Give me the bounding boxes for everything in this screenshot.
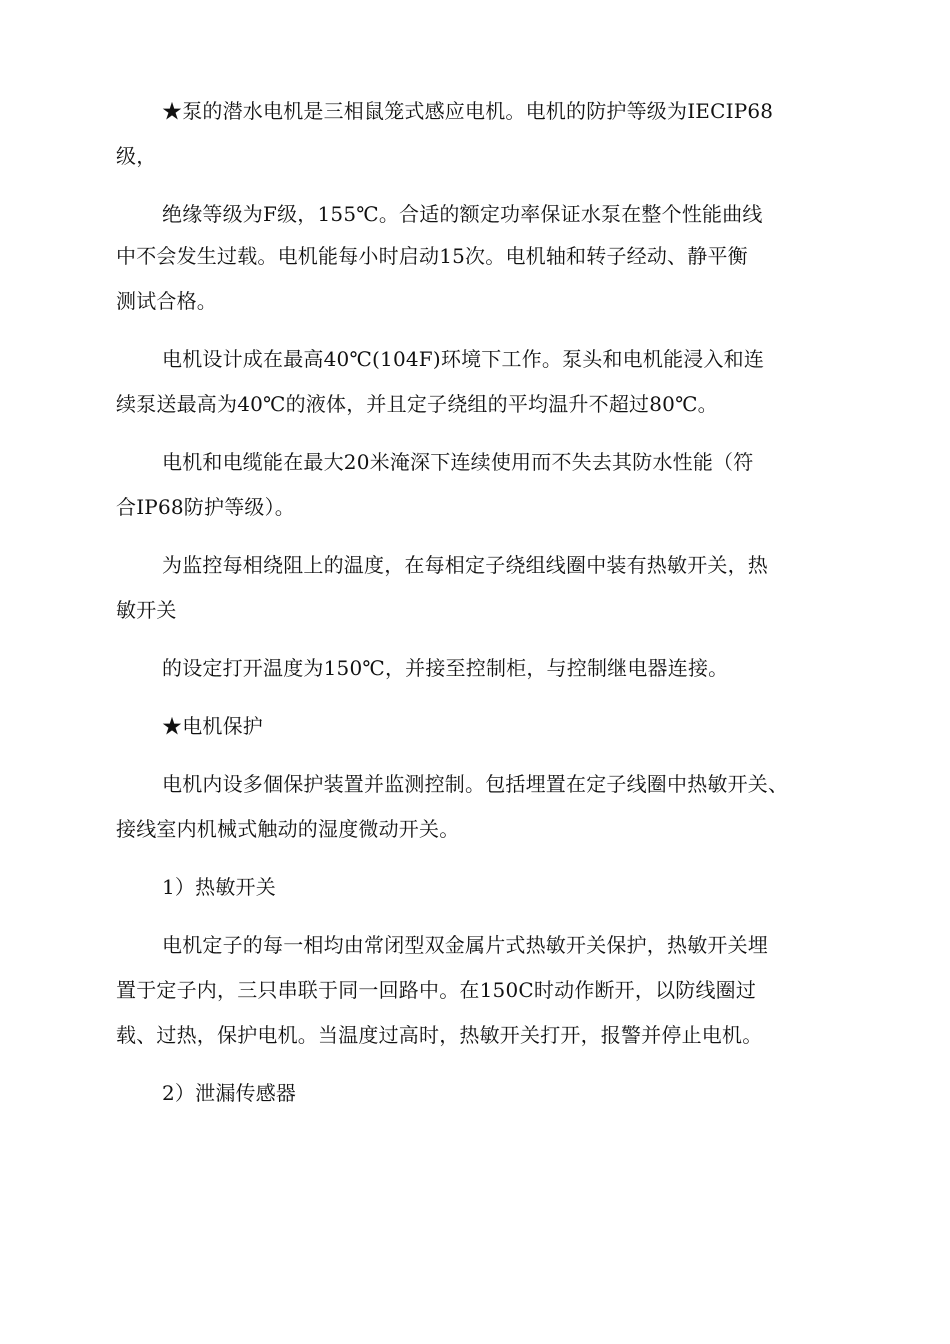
paragraph-10-line-1: 电机定子的每一相均由常闭型双金属片式热敏开关保护，热敏开关埋: [162, 933, 768, 957]
paragraph-5-line-1: 为监控每相绕阻上的温度，在每相定子绕组线圈中装有热敏开关，热: [162, 553, 768, 577]
paragraph-8-line-2: 接线室内机械式触动的湿度微动开关。: [116, 817, 460, 841]
paragraph-1-line-2: 级，: [116, 144, 157, 168]
section-heading-motor-protection: ★电机保护: [162, 714, 263, 738]
paragraph-8-line-1: 电机内设多個保护装置并监测控制。包括埋置在定子线圈中热敏开关、: [162, 772, 789, 796]
paragraph-10-line-2: 置于定子内，三只串联于同一回路中。在150C时动作断开，以防线圈过: [116, 978, 757, 1002]
paragraph-3-line-1: 电机设计成在最高40℃(104F)环境下工作。泵头和电机能浸入和连: [162, 347, 765, 371]
subheading-thermal-switch: 1）热敏开关: [162, 875, 276, 899]
paragraph-3-line-2: 续泵送最高为40℃的液体，并且定子绕组的平均温升不超过80℃。: [116, 392, 718, 416]
paragraph-2-line-2: 中不会发生过载。电机能每小时启动15次。电机轴和转子经动、静平衡: [116, 244, 748, 268]
paragraph-4-line-2: 合IP68防护等级）。: [116, 495, 296, 519]
paragraph-4-line-1: 电机和电缆能在最大20米淹深下连续使用而不失去其防水性能（符: [162, 450, 754, 474]
paragraph-6-line-1: 的设定打开温度为150℃，并接至控制柜，与控制继电器连接。: [162, 656, 729, 680]
paragraph-1-line-1: ★泵的潜水电机是三相鼠笼式感应电机。电机的防护等级为IECIP68: [162, 99, 774, 123]
paragraph-2-line-1: 绝缘等级为F级，155℃。合适的额定功率保证水泵在整个性能曲线: [162, 202, 763, 226]
paragraph-10-line-3: 载、过热，保护电机。当温度过高时，热敏开关打开，报警并停止电机。: [116, 1023, 763, 1047]
paragraph-2-line-3: 测试合格。: [116, 289, 217, 313]
paragraph-5-line-2: 敏开关: [116, 598, 177, 622]
subheading-leak-sensor: 2）泄漏传感器: [162, 1081, 297, 1105]
